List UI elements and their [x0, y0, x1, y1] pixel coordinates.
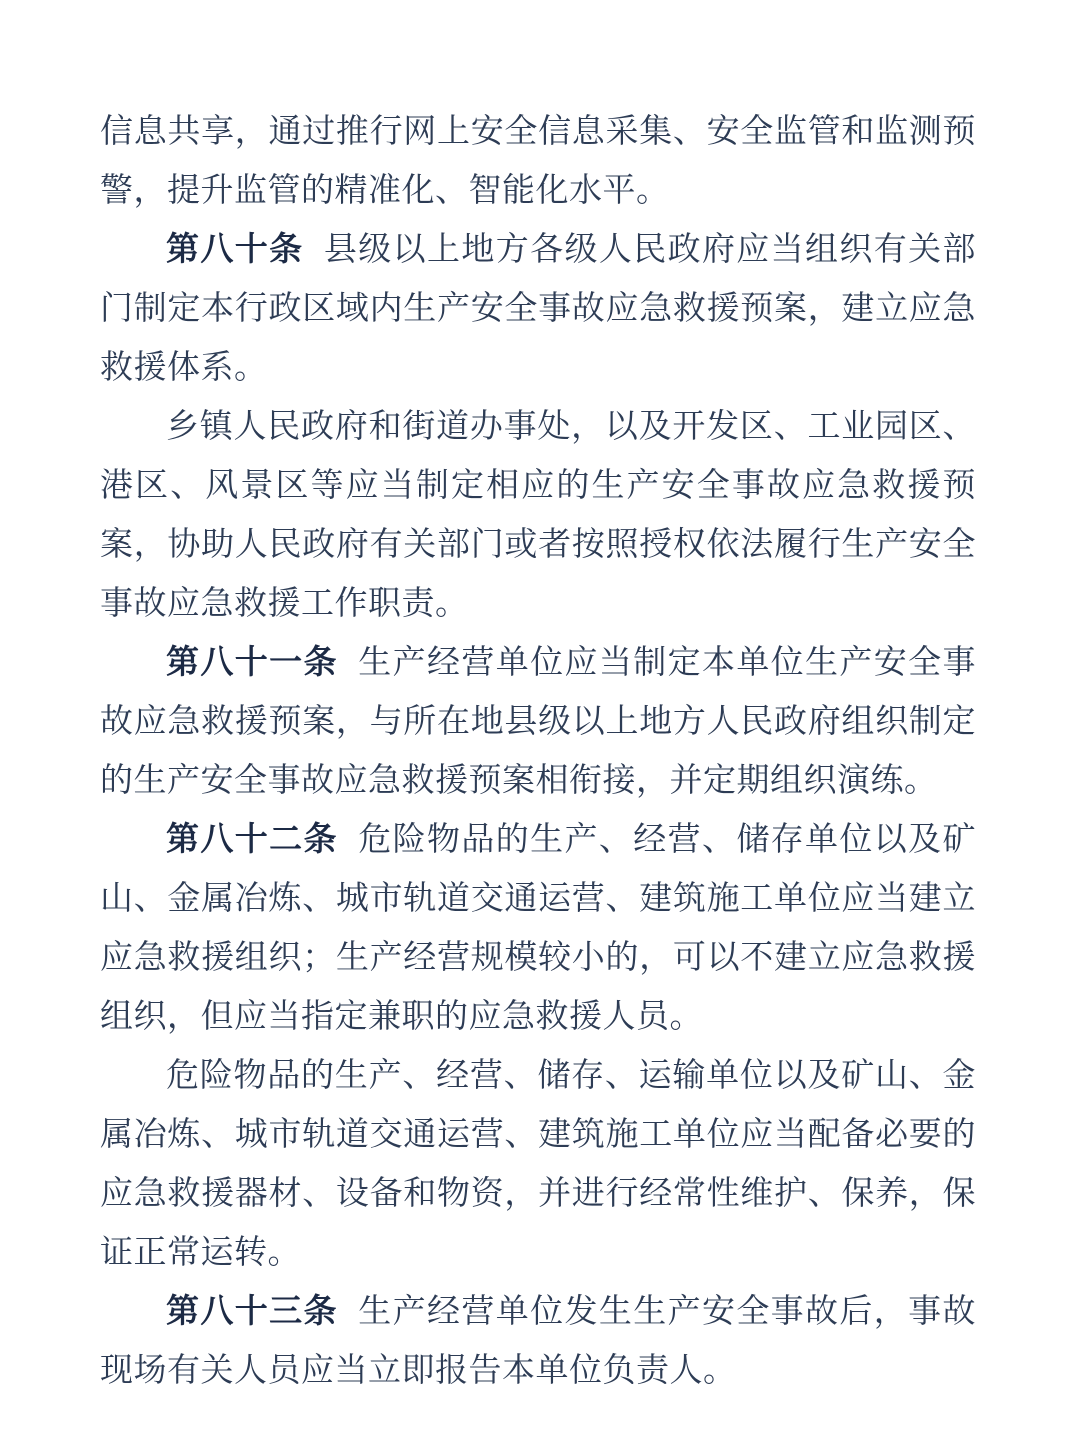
- paragraph-text: 危险物品的生产、经营、储存单位以及矿山、金属冶炼、城市轨道交通运营、建筑施工单位应当建立应急救援组织；生产经营规模较小的，可以不建立应急救援组织，但应当指定兼职的应急救援人员。: [100, 819, 977, 1035]
- paragraph-text: 生产经营单位应当制定本单位生产安全事故应急救援预案，与所在地县级以上地方人民政府组织制定的生产安全事故应急救援预案相衔接，并定期组织演练。: [100, 642, 977, 799]
- law-paragraph: [100, 219, 976, 396]
- law-paragraph: [100, 101, 976, 219]
- paragraph-text: 危险物品的生产、经营、储存、运输单位以及矿山、金属冶炼、城市轨道交通运营、建筑施工单位应当配备必要的应急救援器材、设备和物资，并进行经常性维护、保养，保证正常运转。: [100, 1055, 976, 1271]
- article-number-label: 第八十二条: [166, 819, 338, 858]
- article-number-label: 第八十条: [166, 229, 304, 268]
- article-number-label: 第八十三条: [166, 1291, 338, 1330]
- paragraph-text: 生产经营单位发生生产安全事故后，事故现场有关人员应当立即报告本单位负责人。: [100, 1291, 977, 1389]
- article-number-label: 第八十一条: [166, 642, 338, 681]
- paragraph-text: 信息共享，通过推行网上安全信息采集、安全监管和监测预警，提升监管的精准化、智能化水平。: [100, 111, 976, 209]
- law-text-block: [100, 101, 976, 1399]
- law-paragraph: [100, 632, 976, 809]
- law-paragraph: [100, 396, 976, 632]
- paragraph-text: 县级以上地方各级人民政府应当组织有关部门制定本行政区域内生产安全事故应急救援预案，建立应急救援体系。: [100, 229, 977, 386]
- law-paragraph: [100, 1281, 976, 1399]
- paragraph-text: 乡镇人民政府和街道办事处，以及开发区、工业园区、港区、风景区等应当制定相应的生产安全事故应急救援预案，协助人民政府有关部门或者按照授权依法履行生产安全事故应急救援工作职责。: [100, 406, 976, 622]
- law-paragraph: [100, 809, 976, 1045]
- law-paragraph: [100, 1045, 976, 1281]
